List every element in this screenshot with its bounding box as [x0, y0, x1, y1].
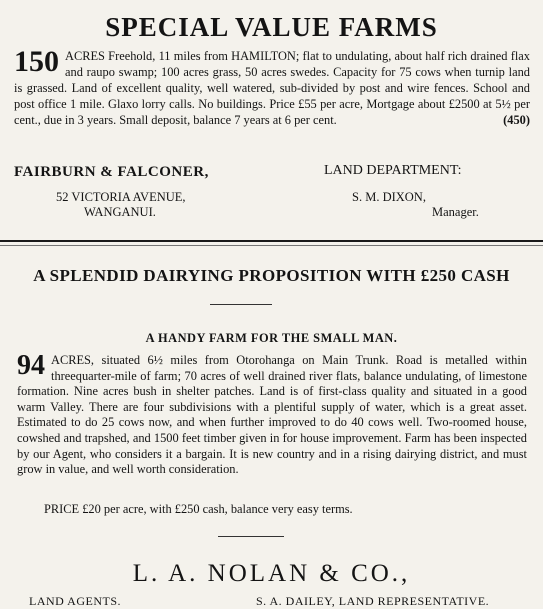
section-divider-thin — [0, 245, 543, 246]
firm-address-town: WANGANUI. — [84, 205, 156, 219]
land-department-label: LAND DEPARTMENT: — [324, 163, 462, 178]
acreage-number: 150 — [14, 45, 59, 78]
agent-firm-name: FAIRBURN & FALCONER, — [14, 164, 209, 180]
footer-land-agents: LAND AGENTS. — [29, 594, 121, 608]
price-line: PRICE £20 per acre, with £250 cash, balance very easy terms. — [44, 502, 353, 516]
agent-firm-name-2: L. A. NOLAN & CO., — [132, 560, 411, 587]
firm-address-street: 52 VICTORIA AVENUE, — [56, 190, 186, 204]
ad-title: SPECIAL VALUE FARMS — [105, 12, 438, 42]
short-rule — [210, 304, 272, 305]
section-divider — [0, 240, 543, 242]
footer-land-representative: S. A. DAILEY, LAND REPRESENTATIVE. — [256, 594, 490, 608]
department-manager-title: Manager. — [432, 205, 479, 219]
department-manager-name: S. M. DIXON, — [352, 190, 426, 204]
ad-subheading: A HANDY FARM FOR THE SMALL MAN. — [145, 331, 398, 345]
ad-headline: A SPLENDID DAIRYING PROPOSITION WITH £250 CASH — [33, 266, 510, 285]
short-rule-2 — [218, 536, 284, 537]
ad-body-paragraph — [14, 45, 530, 128]
acreage-number-2: 94 — [17, 350, 45, 381]
ad-body-text: ACRES Freehold, 11 miles from HAMILTON; flat to undulating, about half rich drained flax and raupo swamp; 100 acres grass, 50 acres swedes. Capacity for 75 cows when turnip land is grassed. Land of excellent quality, well watered, sub-divided by post and wire fences. School and post office 1 mile. Glaxo lorry calls. No buildings. Price £55 per acre, Mortgage about £2500 at 5½ per cent., due in 3 years. Small deposit, balance 7 years at 6 per cent. — [14, 49, 530, 127]
ad-body-paragraph-2 — [17, 350, 527, 478]
ad-body-text-2: ACRES, situated 6½ miles from Otorohanga on Main Trunk. Road is metalled within threequarter-mile of farm; 70 acres of well drained river flats, balance undulating, of limestone formation. Nine acres bush in shelter patches. Land is of first-class quality and situated in a good warm Valley. There are four subdivisions with a plentiful supply of water, which is a great asset. Estimated to do 25 cows now, and when further improved to do 40 cows well. Two-roomed house, cowshed and trapshed, and 1500 feet timber given in for house improvement. Farm has been inspected by our Agent, who considers it a bargain. It is new country and in a rising dairying district, and must grow in value, and well worth consideration. — [17, 353, 527, 477]
ad-reference-number: (450) — [503, 113, 530, 127]
